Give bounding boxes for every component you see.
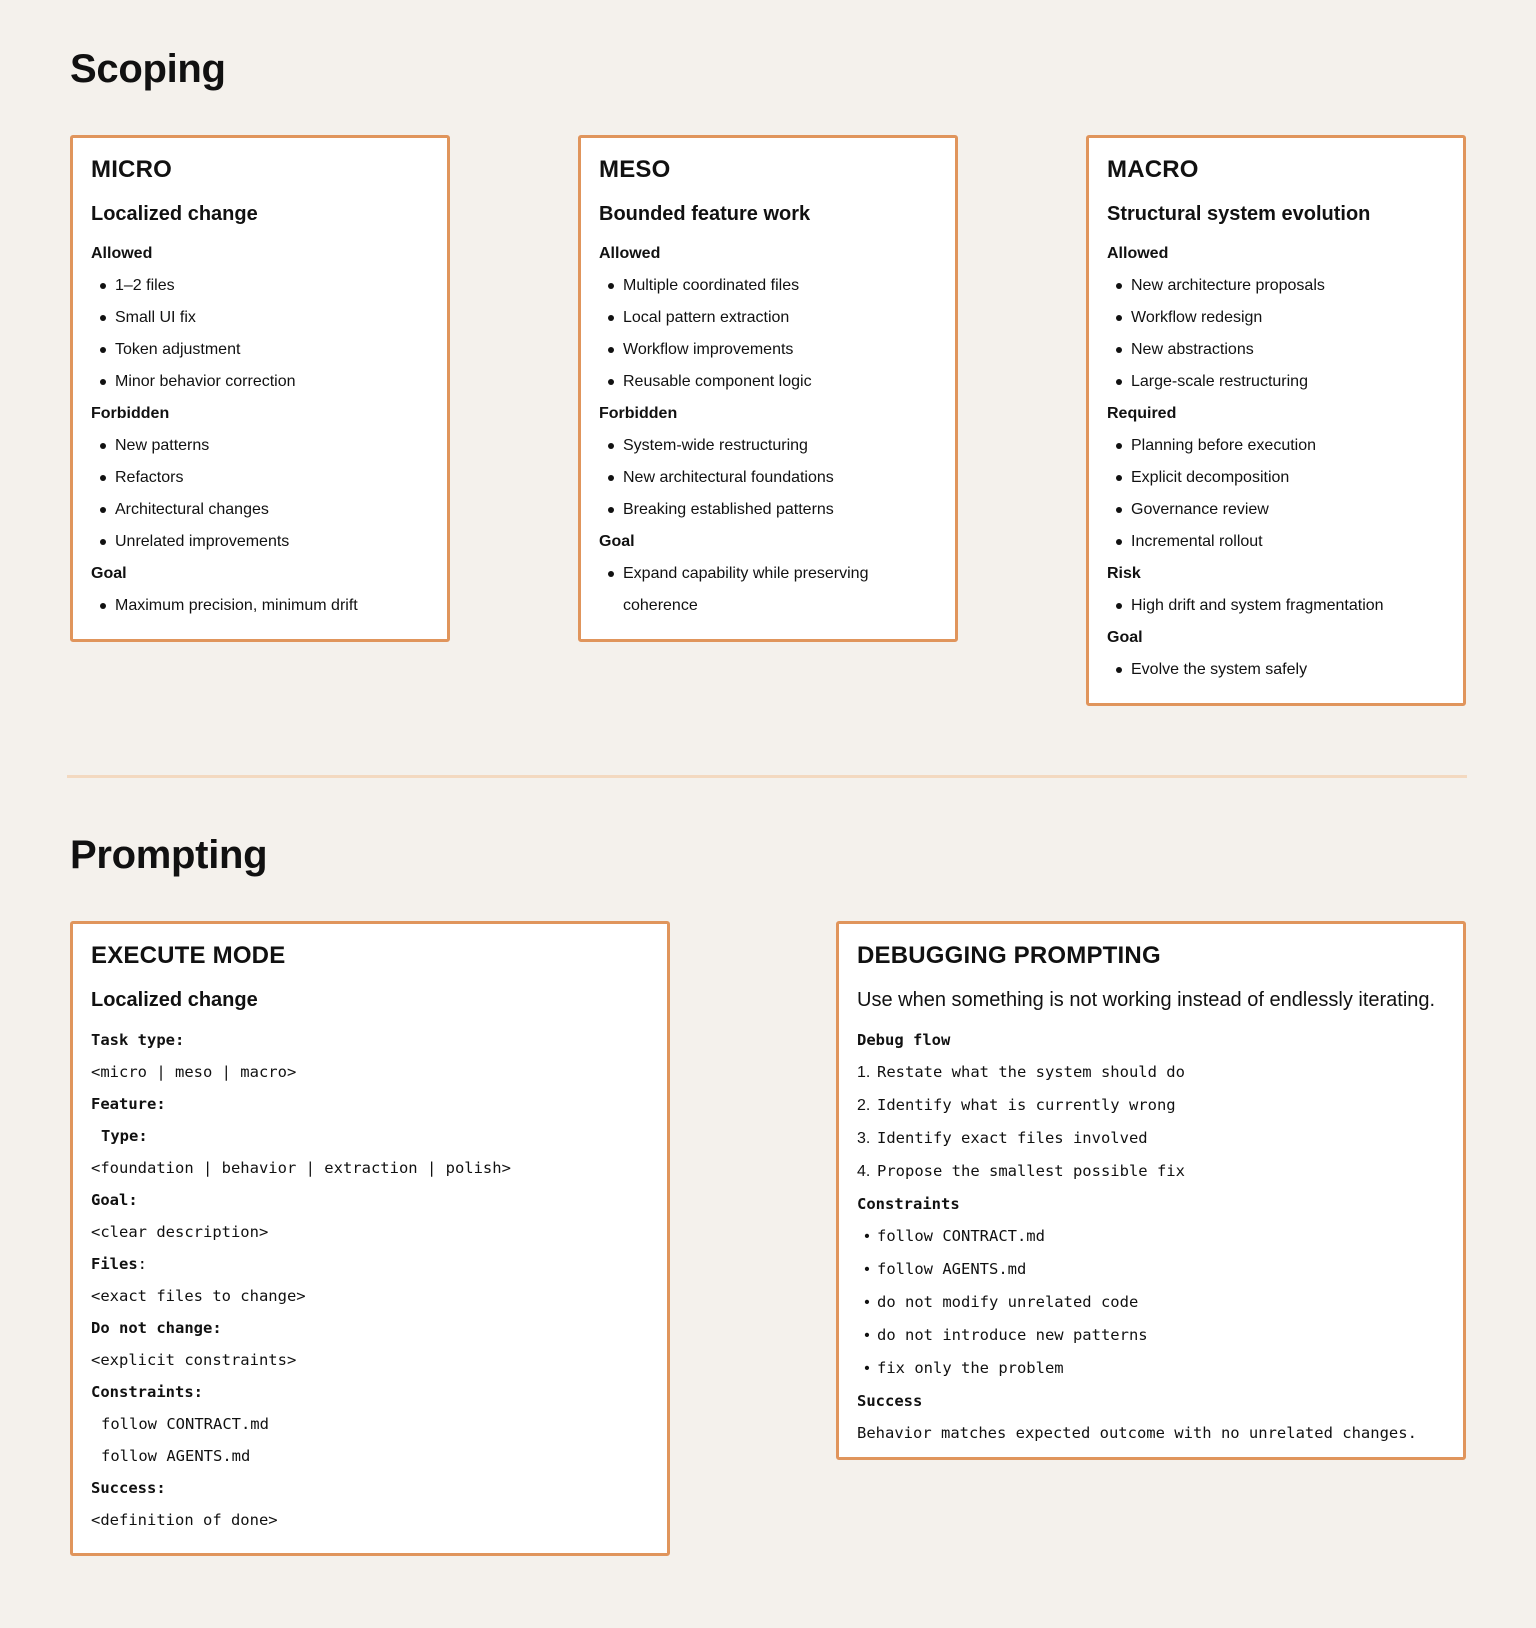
step-number: 2.	[857, 1097, 871, 1114]
list-item: Breaking established patterns	[599, 494, 937, 526]
list-item	[857, 1253, 1445, 1286]
scoping-heading: Scoping	[70, 47, 226, 91]
list-item: Workflow redesign	[1107, 302, 1445, 334]
step-text: Identify what is currently wrong	[877, 1096, 1176, 1114]
meso-allowed-list	[599, 270, 937, 398]
list-item: New architecture proposals	[1107, 270, 1445, 302]
bullet-icon: •	[864, 1294, 870, 1311]
execute-subtitle: Localized change	[91, 989, 258, 1011]
constraint-item: follow CONTRACT.md	[101, 1415, 269, 1433]
macro-allowed-label: Allowed	[1107, 245, 1169, 262]
constraint-text: do not modify unrelated code	[877, 1293, 1139, 1311]
success-value: <definition of done>	[91, 1511, 278, 1529]
list-item: New architectural foundations	[599, 462, 937, 494]
macro-required-list	[1107, 430, 1445, 558]
meso-goal-list	[599, 558, 869, 622]
task-type-label: Task type:	[91, 1031, 185, 1049]
goal-label: Goal:	[91, 1191, 138, 1209]
list-item: Architectural changes	[91, 494, 429, 526]
type-label: Type:	[101, 1127, 148, 1145]
list-item	[857, 1056, 1445, 1089]
list-item: Workflow improvements	[599, 334, 937, 366]
bullet-icon: •	[864, 1261, 870, 1278]
list-item: Expand capability while preserving coherence	[599, 558, 869, 622]
debug-subtitle: Use when something is not working instead of endlessly iterating.	[857, 989, 1436, 1011]
list-item: Maximum precision, minimum drift	[91, 590, 429, 622]
macro-allowed-list	[1107, 270, 1445, 398]
debug-success-label: Success	[857, 1392, 923, 1410]
list-item: Governance review	[1107, 494, 1445, 526]
section-divider	[67, 775, 1467, 778]
task-type-value: <micro | meso | macro>	[91, 1063, 297, 1081]
micro-allowed-label: Allowed	[91, 245, 153, 262]
list-item: Reusable component logic	[599, 366, 937, 398]
micro-goal-label: Goal	[91, 565, 127, 582]
debug-flow-list	[857, 1056, 1445, 1188]
macro-goal-list	[1107, 654, 1445, 686]
macro-risk-list	[1107, 590, 1445, 622]
list-item: Local pattern extraction	[599, 302, 937, 334]
debug-success-value: Behavior matches expected outcome with no unrelated changes.	[857, 1424, 1417, 1442]
list-item	[857, 1155, 1445, 1188]
meso-forbidden-label: Forbidden	[599, 405, 678, 422]
list-item: System-wide restructuring	[599, 430, 937, 462]
list-item: Refactors	[91, 462, 429, 494]
bullet-icon: •	[864, 1327, 870, 1344]
bullet-icon: •	[864, 1360, 870, 1377]
list-item: Planning before execution	[1107, 430, 1445, 462]
constraints-label: Constraints:	[91, 1383, 203, 1401]
micro-allowed-list	[91, 270, 429, 398]
meso-forbidden-list	[599, 430, 937, 526]
meso-allowed-label: Allowed	[599, 245, 661, 262]
micro-title: MICRO	[91, 156, 172, 183]
list-item: New abstractions	[1107, 334, 1445, 366]
list-item	[857, 1122, 1445, 1155]
constraint-item: follow AGENTS.md	[101, 1447, 251, 1465]
meso-subtitle: Bounded feature work	[599, 203, 811, 225]
debug-flow-label: Debug flow	[857, 1031, 951, 1049]
list-item	[857, 1286, 1445, 1319]
success-label: Success:	[91, 1479, 166, 1497]
micro-subtitle: Localized change	[91, 203, 258, 225]
list-item: Minor behavior correction	[91, 366, 429, 398]
macro-title: MACRO	[1107, 156, 1199, 183]
files-value: <exact files to change>	[91, 1287, 306, 1305]
macro-required-label: Required	[1107, 405, 1177, 422]
macro-card	[1086, 135, 1466, 706]
micro-forbidden-list	[91, 430, 429, 558]
bullet-icon: •	[864, 1228, 870, 1245]
list-item: Multiple coordinated files	[599, 270, 937, 302]
debug-title: DEBUGGING PROMPTING	[857, 942, 1161, 969]
list-item	[857, 1089, 1445, 1122]
constraint-text: do not introduce new patterns	[877, 1326, 1148, 1344]
macro-subtitle: Structural system evolution	[1107, 203, 1371, 225]
list-item: Evolve the system safely	[1107, 654, 1445, 686]
list-item: Incremental rollout	[1107, 526, 1445, 558]
list-item: Token adjustment	[91, 334, 429, 366]
list-item: Unrelated improvements	[91, 526, 429, 558]
step-number: 3.	[857, 1130, 871, 1147]
do-not-change-label: Do not change:	[91, 1319, 222, 1337]
step-text: Restate what the system should do	[877, 1063, 1185, 1081]
files-colon: :	[137, 1255, 148, 1273]
prompting-heading: Prompting	[70, 833, 268, 877]
list-item: High drift and system fragmentation	[1107, 590, 1445, 622]
list-item	[857, 1220, 1445, 1253]
files-label-row	[91, 1248, 649, 1280]
type-value: <foundation | behavior | extraction | polish>	[91, 1159, 511, 1177]
list-item: Large-scale restructuring	[1107, 366, 1445, 398]
list-item: New patterns	[91, 430, 429, 462]
step-number: 1.	[857, 1064, 871, 1081]
macro-risk-label: Risk	[1107, 565, 1141, 582]
files-label: Files	[91, 1255, 138, 1273]
micro-goal-list	[91, 590, 429, 622]
list-item	[857, 1352, 1445, 1385]
meso-goal-label: Goal	[599, 533, 635, 550]
list-item: 1–2 files	[91, 270, 429, 302]
step-number: 4.	[857, 1163, 871, 1180]
constraint-text: follow CONTRACT.md	[877, 1227, 1045, 1245]
list-item: Small UI fix	[91, 302, 429, 334]
micro-card	[70, 135, 450, 642]
execute-title: EXECUTE MODE	[91, 942, 286, 969]
meso-card	[578, 135, 958, 642]
debugging-prompting-card	[836, 921, 1466, 1460]
feature-label: Feature:	[91, 1095, 166, 1113]
debug-constraints-list	[857, 1220, 1445, 1385]
constraint-text: fix only the problem	[877, 1359, 1064, 1377]
macro-goal-label: Goal	[1107, 629, 1143, 646]
do-not-change-value: <explicit constraints>	[91, 1351, 297, 1369]
micro-forbidden-label: Forbidden	[91, 405, 170, 422]
step-text: Propose the smallest possible fix	[877, 1162, 1185, 1180]
constraint-text: follow AGENTS.md	[877, 1260, 1027, 1278]
execute-mode-card	[70, 921, 670, 1556]
goal-value: <clear description>	[91, 1223, 269, 1241]
meso-title: MESO	[599, 156, 671, 183]
debug-constraints-label: Constraints	[857, 1195, 960, 1213]
list-item	[857, 1319, 1445, 1352]
step-text: Identify exact files involved	[877, 1129, 1148, 1147]
list-item: Explicit decomposition	[1107, 462, 1445, 494]
